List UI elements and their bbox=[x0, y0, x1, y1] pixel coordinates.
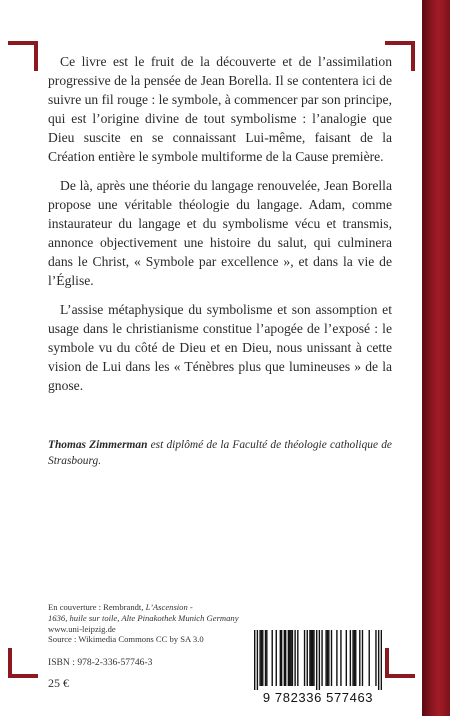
book-spine bbox=[422, 0, 450, 716]
barcode-bar bbox=[350, 630, 351, 686]
cover-credits bbox=[48, 602, 248, 645]
barcode-bar bbox=[272, 630, 273, 686]
barcode-bar bbox=[288, 630, 289, 686]
credits-url: www.uni-leipzig.de bbox=[48, 623, 116, 634]
barcode-bar bbox=[289, 630, 290, 686]
barcode-bar bbox=[290, 630, 291, 686]
barcode-bar bbox=[292, 630, 293, 686]
barcode-bar bbox=[309, 630, 310, 686]
barcode bbox=[254, 630, 382, 712]
author-name: Thomas Zimmerman bbox=[48, 439, 148, 451]
barcode-bar bbox=[375, 630, 376, 686]
barcode-bar bbox=[340, 630, 341, 686]
barcode-bar bbox=[328, 630, 329, 686]
barcode-bar bbox=[304, 630, 305, 686]
barcode-bar bbox=[307, 630, 308, 686]
barcode-bar bbox=[313, 630, 314, 686]
barcode-bar bbox=[381, 630, 382, 690]
price: 25 € bbox=[48, 676, 69, 690]
author-note bbox=[48, 437, 392, 469]
barcode-bar bbox=[316, 630, 317, 690]
barcode-bar bbox=[359, 630, 360, 686]
barcode-bar bbox=[254, 630, 255, 690]
blurb-paragraph-2: De là, après une théorie du langage renouvelée, Jean Borella propose une véritable théologie du langage. Adam, comme instaurateur du langage et du symbolisme vécu et transmis, annonce objectivement une histoire du salut, qui culminera dans le Christ, « Symbole par excellence », et dans la vie de l’Église. bbox=[48, 178, 392, 288]
corner-mark-top-left bbox=[8, 41, 40, 73]
barcode-bar bbox=[297, 630, 298, 686]
barcode-bar bbox=[331, 630, 332, 686]
corner-mark-bottom-right bbox=[385, 648, 417, 680]
barcode-bar bbox=[336, 630, 337, 686]
barcode-bar bbox=[325, 630, 326, 686]
blurb-paragraph-3: L’assise métaphysique du symbolisme et son assomption et usage dans le christianisme constitue l’apogée de l’exposé : le symbole vu du côté de Dieu et en Dieu, nous unissant à cette vision de Lui dans les « Ténèbres plus que lumineuses » de la gnose. bbox=[48, 302, 392, 393]
barcode-bar bbox=[281, 630, 282, 686]
barcode-bar bbox=[284, 630, 285, 686]
barcode-number: 9 782336 577463 bbox=[262, 690, 374, 705]
corner-mark-bottom-left bbox=[8, 648, 40, 680]
blurb-paragraph-1: Ce livre est le fruit de la découverte et de l’assimilation progressive de la pensée de Jean Borella. Il se contentera ici de suivre un fil rouge : le symbole, à commencer par son principe, qui est l’origine divine de tout symbolisme : l’analogie que Dieu suscite en se connaissant Lui-même, faisant de la Création entière le symbole multiforme de la Cause première. bbox=[48, 54, 392, 164]
blurb bbox=[48, 52, 392, 405]
barcode-bar bbox=[266, 630, 267, 686]
author-bio: est diplômé de la Faculté de théologie catholique de Strasbourg. bbox=[48, 439, 392, 467]
barcode-bar bbox=[280, 630, 281, 686]
barcode-bar bbox=[319, 630, 320, 690]
barcode-bar bbox=[346, 630, 347, 686]
barcode-bar bbox=[261, 630, 262, 686]
credits-line-2: 1636, huile sur toile, Alte Pinakothek Munich Germany bbox=[48, 612, 239, 623]
barcode-bar bbox=[257, 630, 258, 690]
barcode-bar bbox=[312, 630, 313, 686]
barcode-bar bbox=[259, 630, 260, 686]
barcode-bar bbox=[276, 630, 277, 686]
barcode-bar bbox=[352, 630, 353, 686]
barcode-bar bbox=[378, 630, 379, 690]
credits-line-1: En couverture : Rembrandt, L’Ascension - bbox=[48, 602, 193, 612]
barcode-bar bbox=[327, 630, 328, 686]
barcode-bar bbox=[355, 630, 356, 686]
barcode-bars bbox=[254, 630, 382, 690]
barcode-bar bbox=[321, 630, 322, 686]
barcode-bar bbox=[294, 630, 295, 686]
isbn: ISBN : 978-2-336-57746-3 bbox=[48, 657, 153, 668]
barcode-bar bbox=[311, 630, 312, 686]
barcode-bar bbox=[262, 630, 263, 686]
barcode-bar bbox=[285, 630, 286, 686]
barcode-bar bbox=[369, 630, 370, 686]
credits-source: Source : Wikimedia Commons CC by SA 3.0 bbox=[48, 634, 204, 645]
barcode-bar bbox=[362, 630, 363, 686]
barcode-bar bbox=[265, 630, 266, 686]
barcode-bar bbox=[354, 630, 355, 686]
